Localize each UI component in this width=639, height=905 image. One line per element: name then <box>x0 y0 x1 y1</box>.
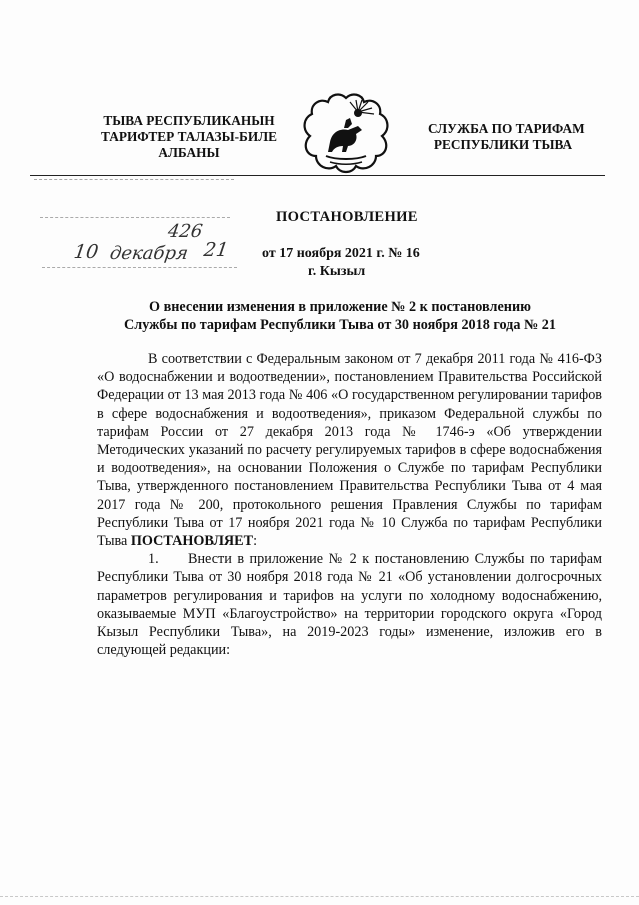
resolves-word: ПОСТАНОВЛЯЕТ <box>130 533 254 550</box>
header-left-line: ТЫВА РЕСПУБЛИКАНЫН <box>103 113 275 128</box>
item-1-number: 1. <box>148 551 159 568</box>
preamble-paragraph <box>97 350 602 550</box>
handwritten-day: 10 <box>72 241 100 263</box>
preamble-text: В соответствии с Федеральным законом от 7 декабря 2011 года № 416-ФЗ «О водоснабжении и водоотведении», постановлением Правительства Российской Федерации от 13 мая 2013 года № 406 «О государственном регулировании тарифов в сфере водоснабжения и водоотведения», приказом Федеральной службы по тарифам России от 27 декабря 2013 года № 1746-э «Об утверждении Методических указаний по расчету регулируемых тарифов в сфере водоснабжения и водоотведения», на основании Положения о Службе по тарифам Республики Тыва, утвержденного постановлением Правительства Республики Тыва от 4 мая 2017 года № 200, протокольного решения Правления Службы по тарифам Республики Тыва от 17 ноября 2021 года № 10 Служба по тарифам Республики Тыва <box>97 351 602 550</box>
header-right-line: СЛУЖБА ПО ТАРИФАМ <box>428 121 585 136</box>
handwritten-number: 426 <box>166 221 204 242</box>
document-city: г. Кызыл <box>308 264 366 279</box>
scan-bottom-edge <box>0 896 639 897</box>
subject-line: Службы по тарифам Республики Тыва от 30 ноября 2018 года № 21 <box>124 317 556 333</box>
handwritten-month: декабря <box>108 243 190 264</box>
handwritten-year: 21 <box>202 239 230 261</box>
stamp-dash-line <box>42 267 237 268</box>
document-subject <box>100 298 580 334</box>
header-right-block <box>428 121 585 153</box>
tuva-coat-of-arms-icon <box>300 90 392 178</box>
document-date-number: от 17 ноября 2021 г. № 16 <box>262 246 420 261</box>
header-left-line: ТАРИФТЕР ТАЛАЗЫ-БИЛЕ <box>101 129 277 144</box>
document-type-title: ПОСТАНОВЛЕНИЕ <box>276 209 418 225</box>
document-body <box>97 350 602 659</box>
stamp-dash-line <box>34 179 234 180</box>
header-left-block <box>96 113 282 161</box>
item-1-paragraph <box>97 550 602 659</box>
header-right-line: РЕСПУБЛИКИ ТЫВА <box>433 137 573 152</box>
header-divider <box>30 175 605 176</box>
subject-line: О внесении изменения в приложение № 2 к постановлению <box>149 299 531 315</box>
item-1-text: Внести в приложение № 2 к постановлению Службы по тарифам Республики Тыва от 30 ноября 2018 года № 21 «Об установлении долгосрочных параметров регулирования и тарифов на услуги по холодному водоснабжению, оказываемые МУП «Благоустройство» на территории городского округа «Город Кызыл Республики Тыва», на 2019-2023 годы» изменение, изложив его в следующей редакции: <box>97 551 602 659</box>
resolves-colon: : <box>253 533 258 550</box>
stamp-dash-line <box>40 217 230 218</box>
registration-stamp <box>30 177 240 277</box>
header-left-line: АЛБАНЫ <box>158 145 220 160</box>
